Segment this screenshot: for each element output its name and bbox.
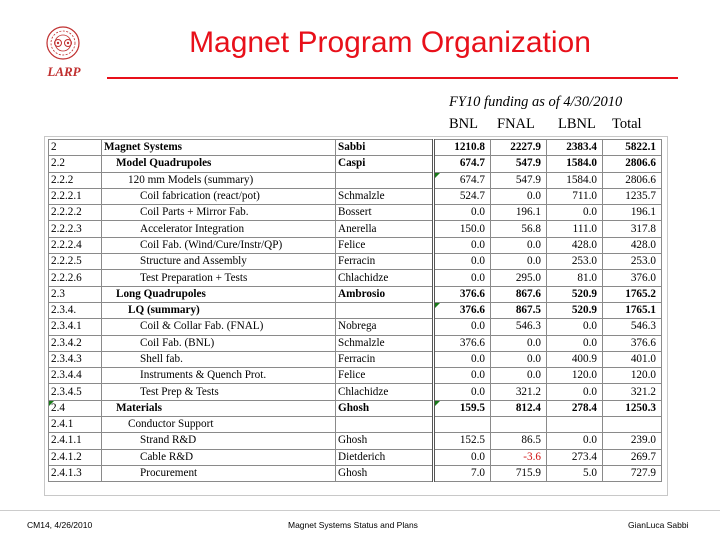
wbs-cell: 2.2.2.4 [49, 237, 102, 253]
table-row [49, 417, 662, 433]
table-row [49, 237, 662, 253]
task-cell: Test Prep & Tests [102, 384, 336, 400]
table-row [49, 205, 662, 221]
bnl-cell: 1210.8 [434, 140, 491, 156]
lbnl-cell: 428.0 [547, 237, 603, 253]
lead-cell [336, 172, 434, 188]
task-cell: Instruments & Quench Prot. [102, 368, 336, 384]
table-row [49, 156, 662, 172]
bnl-cell: 152.5 [434, 433, 491, 449]
lead-cell: Sabbi [336, 140, 434, 156]
fnal-cell: 715.9 [491, 465, 547, 481]
bnl-cell: 674.7 [434, 172, 491, 188]
table-row [49, 433, 662, 449]
lead-cell: Felice [336, 237, 434, 253]
task-cell: Strand R&D [102, 433, 336, 449]
wbs-cell: 2.2.2.5 [49, 254, 102, 270]
bnl-cell: 159.5 [434, 400, 491, 416]
fnal-cell: 2227.9 [491, 140, 547, 156]
task-cell: Coil fabrication (react/pot) [102, 188, 336, 204]
task-cell: Accelerator Integration [102, 221, 336, 237]
lbnl-cell: 278.4 [547, 400, 603, 416]
total-cell: 5822.1 [603, 140, 662, 156]
lbnl-cell: 120.0 [547, 368, 603, 384]
lbnl-cell: 0.0 [547, 335, 603, 351]
total-cell: 376.0 [603, 270, 662, 286]
total-cell: 2806.6 [603, 172, 662, 188]
total-cell: 253.0 [603, 254, 662, 270]
bnl-cell: 376.6 [434, 302, 491, 318]
fnal-cell: -3.6 [491, 449, 547, 465]
lbnl-cell: 711.0 [547, 188, 603, 204]
total-cell: 1765.2 [603, 286, 662, 302]
wbs-cell: 2.2 [49, 156, 102, 172]
task-cell: Materials [102, 400, 336, 416]
bnl-cell: 0.0 [434, 319, 491, 335]
task-cell: 120 mm Models (summary) [102, 172, 336, 188]
total-cell: 428.0 [603, 237, 662, 253]
fnal-cell: 295.0 [491, 270, 547, 286]
lead-cell: Chlachidze [336, 270, 434, 286]
lbnl-cell: 520.9 [547, 286, 603, 302]
fnal-cell: 546.3 [491, 319, 547, 335]
fnal-cell: 0.0 [491, 351, 547, 367]
table-row [49, 270, 662, 286]
fnal-cell: 0.0 [491, 188, 547, 204]
task-cell: LQ (summary) [102, 302, 336, 318]
task-cell: Test Preparation + Tests [102, 270, 336, 286]
column-header-bnl: BNL [449, 116, 478, 132]
lead-cell: Chlachidze [336, 384, 434, 400]
logo-text: LARP [47, 64, 81, 79]
bnl-cell: 0.0 [434, 384, 491, 400]
table-row [49, 254, 662, 270]
task-cell: Procurement [102, 465, 336, 481]
footer-center: Magnet Systems Status and Plans [288, 520, 418, 530]
page-title: Magnet Program Organization [189, 26, 591, 59]
footer-left: CM14, 4/26/2010 [27, 520, 93, 530]
total-cell: 1250.3 [603, 400, 662, 416]
column-header-total: Total [612, 116, 642, 132]
bnl-cell: 0.0 [434, 254, 491, 270]
total-cell: 321.2 [603, 384, 662, 400]
task-cell: Model Quadrupoles [102, 156, 336, 172]
task-cell: Conductor Support [102, 417, 336, 433]
lead-cell: Schmalzle [336, 188, 434, 204]
lbnl-cell: 5.0 [547, 465, 603, 481]
lbnl-cell: 0.0 [547, 319, 603, 335]
lead-cell: Caspi [336, 156, 434, 172]
wbs-cell: 2.2.2 [49, 172, 102, 188]
fnal-cell: 812.4 [491, 400, 547, 416]
fnal-cell: 867.5 [491, 302, 547, 318]
lbnl-cell: 1584.0 [547, 156, 603, 172]
wbs-cell: 2.4.1.1 [49, 433, 102, 449]
table-row [49, 465, 662, 481]
total-cell: 317.8 [603, 221, 662, 237]
total-cell: 120.0 [603, 368, 662, 384]
bnl-cell: 0.0 [434, 237, 491, 253]
table-row [49, 400, 662, 416]
table-row [49, 140, 662, 156]
lead-cell: Ferracin [336, 351, 434, 367]
task-cell: Coil & Collar Fab. (FNAL) [102, 319, 336, 335]
wbs-cell: 2.3.4.5 [49, 384, 102, 400]
bnl-cell: 0.0 [434, 270, 491, 286]
table-row [49, 221, 662, 237]
total-cell [603, 417, 662, 433]
lead-cell: Nobrega [336, 319, 434, 335]
wbs-cell: 2.3.4. [49, 302, 102, 318]
wbs-cell: 2.3.4.1 [49, 319, 102, 335]
fnal-cell: 0.0 [491, 335, 547, 351]
bnl-cell: 376.6 [434, 286, 491, 302]
larp-logo [38, 24, 90, 82]
lead-cell: Felice [336, 368, 434, 384]
wbs-cell: 2.2.2.6 [49, 270, 102, 286]
lead-cell: Ambrosio [336, 286, 434, 302]
lead-cell: Schmalzle [336, 335, 434, 351]
task-cell: Shell fab. [102, 351, 336, 367]
lbnl-cell: 1584.0 [547, 172, 603, 188]
lbnl-cell: 0.0 [547, 205, 603, 221]
bnl-cell: 674.7 [434, 156, 491, 172]
wbs-cell: 2.2.2.1 [49, 188, 102, 204]
fnal-cell: 56.8 [491, 221, 547, 237]
total-cell: 401.0 [603, 351, 662, 367]
larp-emblem-icon [38, 24, 90, 82]
total-cell: 2806.6 [603, 156, 662, 172]
table-row [49, 384, 662, 400]
lbnl-cell: 81.0 [547, 270, 603, 286]
wbs-cell: 2.2.2.2 [49, 205, 102, 221]
lead-cell: Anerella [336, 221, 434, 237]
lbnl-cell: 273.4 [547, 449, 603, 465]
bnl-cell: 0.0 [434, 449, 491, 465]
table-row [49, 172, 662, 188]
task-cell: Coil Fab. (Wind/Cure/Instr/QP) [102, 237, 336, 253]
wbs-cell: 2.3 [49, 286, 102, 302]
total-cell: 727.9 [603, 465, 662, 481]
wbs-cell: 2 [49, 140, 102, 156]
wbs-cell: 2.4 [49, 400, 102, 416]
table-row [49, 286, 662, 302]
wbs-cell: 2.4.1 [49, 417, 102, 433]
wbs-cell: 2.4.1.2 [49, 449, 102, 465]
bnl-cell: 7.0 [434, 465, 491, 481]
bnl-cell: 0.0 [434, 368, 491, 384]
lead-cell: Ghosh [336, 400, 434, 416]
fnal-cell: 196.1 [491, 205, 547, 221]
bnl-cell: 376.6 [434, 335, 491, 351]
fnal-cell: 867.6 [491, 286, 547, 302]
table-row [49, 449, 662, 465]
lbnl-cell: 0.0 [547, 433, 603, 449]
fnal-cell: 547.9 [491, 156, 547, 172]
lead-cell: Bossert [336, 205, 434, 221]
task-cell: Magnet Systems [102, 140, 336, 156]
task-cell: Coil Parts + Mirror Fab. [102, 205, 336, 221]
footer-right: GianLuca Sabbi [628, 520, 689, 530]
task-cell: Cable R&D [102, 449, 336, 465]
fnal-cell: 321.2 [491, 384, 547, 400]
lbnl-cell: 520.9 [547, 302, 603, 318]
lead-cell: Ferracin [336, 254, 434, 270]
bnl-cell: 524.7 [434, 188, 491, 204]
lead-cell: Dietderich [336, 449, 434, 465]
lbnl-cell: 253.0 [547, 254, 603, 270]
lbnl-cell: 0.0 [547, 384, 603, 400]
wbs-cell: 2.3.4.2 [49, 335, 102, 351]
column-header-fnal: FNAL [497, 116, 535, 132]
total-cell: 1765.1 [603, 302, 662, 318]
table-row [49, 188, 662, 204]
wbs-cell: 2.4.1.3 [49, 465, 102, 481]
total-cell: 376.6 [603, 335, 662, 351]
table-row [49, 335, 662, 351]
lbnl-cell: 2383.4 [547, 140, 603, 156]
lead-cell: Ghosh [336, 433, 434, 449]
table-row [49, 351, 662, 367]
fnal-cell: 0.0 [491, 237, 547, 253]
total-cell: 196.1 [603, 205, 662, 221]
column-header-lbnl: LBNL [558, 116, 596, 132]
fnal-cell: 86.5 [491, 433, 547, 449]
table-row [49, 302, 662, 318]
lead-cell [336, 302, 434, 318]
lead-cell [336, 417, 434, 433]
funding-table [48, 139, 662, 482]
total-cell: 269.7 [603, 449, 662, 465]
task-cell: Structure and Assembly [102, 254, 336, 270]
total-cell: 1235.7 [603, 188, 662, 204]
wbs-cell: 2.3.4.3 [49, 351, 102, 367]
fnal-cell: 547.9 [491, 172, 547, 188]
bnl-cell: 150.0 [434, 221, 491, 237]
lead-cell: Ghosh [336, 465, 434, 481]
fnal-cell: 0.0 [491, 368, 547, 384]
wbs-cell: 2.2.2.3 [49, 221, 102, 237]
total-cell: 546.3 [603, 319, 662, 335]
total-cell: 239.0 [603, 433, 662, 449]
funding-note: FY10 funding as of 4/30/2010 [449, 94, 623, 110]
table-row [49, 319, 662, 335]
bnl-cell: 0.0 [434, 205, 491, 221]
task-cell: Coil Fab. (BNL) [102, 335, 336, 351]
table-row [49, 368, 662, 384]
wbs-cell: 2.3.4.4 [49, 368, 102, 384]
title-divider [107, 77, 678, 79]
lbnl-cell: 111.0 [547, 221, 603, 237]
task-cell: Long Quadrupoles [102, 286, 336, 302]
lbnl-cell: 400.9 [547, 351, 603, 367]
bnl-cell [434, 417, 491, 433]
fnal-cell: 0.0 [491, 254, 547, 270]
bnl-cell: 0.0 [434, 351, 491, 367]
fnal-cell [491, 417, 547, 433]
lbnl-cell [547, 417, 603, 433]
